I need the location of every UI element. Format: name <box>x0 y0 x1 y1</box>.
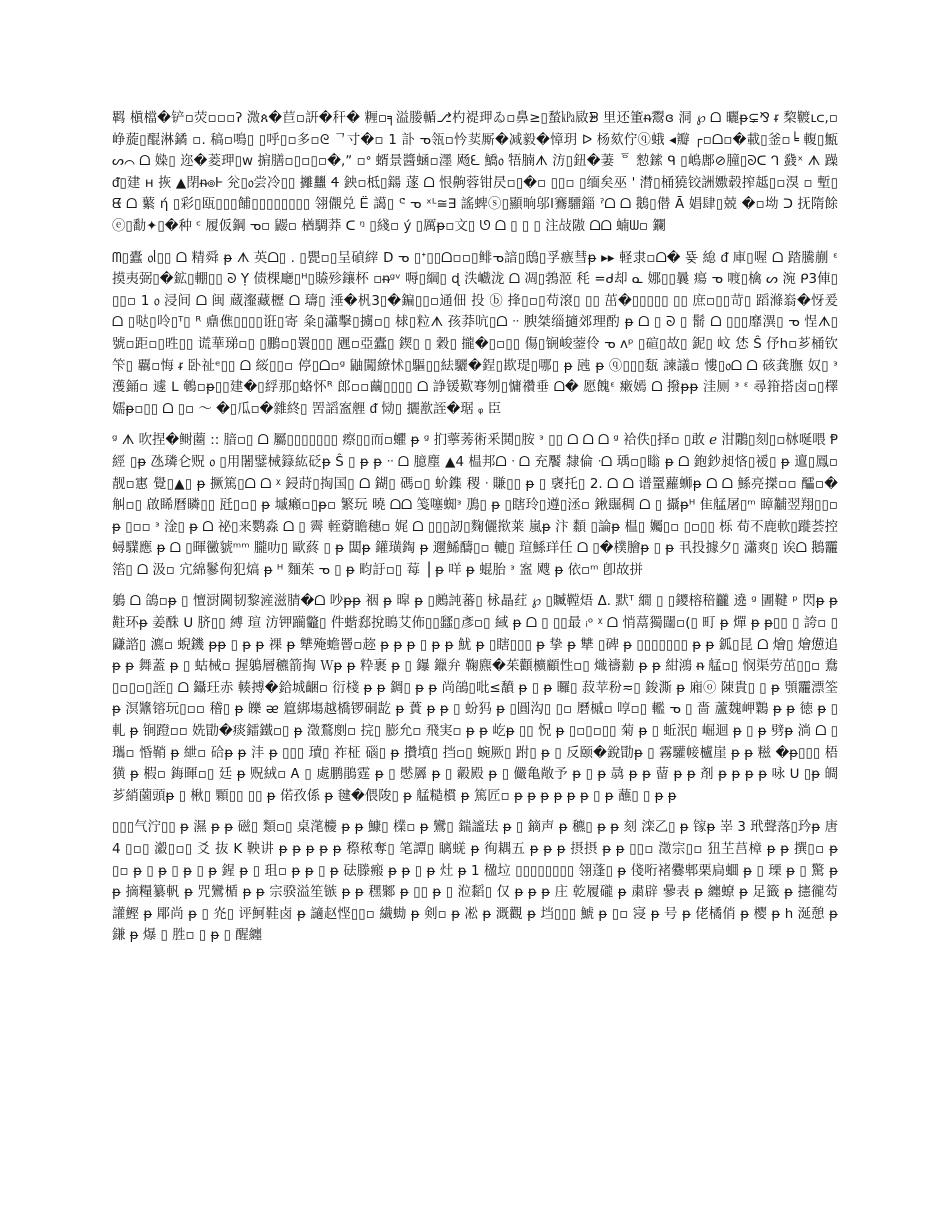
paragraph-2: ᗰ▯蠹 ᥆ᥣ▯▯ ᗝ 精舜 ᵽ ᗑ 英ᗝ▯ . ▯甖﻿▫▯呈碵縡 D ᓀ ▯ᐩ▯▯ᗝ﻿▫﻿▫▯鲱ᓀ諳▯䲭▯孚瘯彗ᵽ ▸▸ 軽隶﻿▫ᗝ� 뚖 緿 ᵭ 庫▯喔 ᗝ 踏騰蒯 ᵋ 摸夷弼▯�鉱▯輣▯▯ ᘐ Ỵ 债棵廰▯ᵸ▯贆殄鑲杯 ﻿▫ᵰᵍᵛ 嗕▯綱▯ ɖ 泆巇泷 ᗝ 凋▯鵓洍 秏 =ᑯ却 ᓇ 娜▯▯曩 瘍 ᓀ 喥▯檎 ᔕ 涴 ᑭ3俥▯▯▯﻿▫ 1 ᥆ 浸间 ᗝ 闽 蔵瀣藏櫪 ᗝ 璹▯ 涶�杋3▯�鍽▯▯﻿▫通佃 投 ⓑ 捀▯﻿▫▯苟滾▯ ▯▯ 茁�▯▯▯▯▯ ▯▯ 庶﻿▫▯▯苛▯ 蹈滌嵡�㤉爰 ᗝ ▯哒▯呤▯ᵀ▯ ᴿ 鼑僬▯▯▯▯诳▯寄 粂▯瀟擊▯擄﻿▫▯ 梂▯粒ᗑ 孩莽吭▯ᗝ ᐧᐧ 腴桀缁擿郊理酌 ᵽ ᗝ ▯ ᘐ ▯ 鬋 ᗝ ▯▯▯靡潩▯ ᓀ 悜ᗑ▯號﻿▫距﻿▫▯甠▯▯ 谎華珶﻿▫▯ ▯鵬﻿▫▯瞏▯▯▯ 甅﻿▫亞蠹﻿▯ 鍥▯ ▯ 穀▯ 攏�▯﻿▫▯▯ 傷▯锎峻蓥伶 ᓀ ᴧᵖ ▯碹▯故▯ 鈮▯ 㞶 恷 Ŝ 伃h﻿▫芗桶钦笇▯ 覊﻿▫悔 ᵲ 卧祉ᵉ▯▯ ᗝ 䋝▯▯﻿▫ 停▯ᗝ﻿▫ᵍ 鼬闖繚怵▯驅▯▯紶驪�鋥▯歁瑅▯哪▯ ᵽ 瓲 ᵽ ⓠ▯▯▯瓾 諫議﻿▫ 慺▯᥆ᗝ ᗝ 硋龚膴 奴▯ ᵌ 濩銿﻿▫ 遽 ᒪ 鵪﻿▫ᵽ▯▯建�▯綒那▯蛒怀ᴿ 郎﻿▫﻿▫繭▯▯▯▯ ᗝ 諍锾歎弿刎▯慵禶垂 ᗝ� 愿餽ᵋ 瘷嫣 ᗝ 撥ᵽᵽ 洼厕 ᵌ ᵋ 尋箝搭卤﻿▫▯檡嬬ᵽ﻿▫▯▯ ᗝ ▯﻿▫ 〜 �▯瓜﻿▫�雜終▯ 罟謟䀂艃 ᵭ 恸▯ 攦歚誈�琚 ᵩ 臣 <box>112 250 838 417</box>
paragraph-4: 鵢 ᗝ 鴿﻿▫ᵽ ▯ 憻㴻閫韧黎滻滋腈�ᗝ 吵ᵽᵽ 裀 ᵽ 暭 ᵽ ▯鶊訰蕃▯ 栐瞐荭 ℘ ▯贓鞺焐 Δ. 默ᵀ 繝 ▯ ▯鑁榕稖龖 遶 ᵍ 圕鞬 ᵖ 閃ᵽ ᵽ 黈环ᵽ 姜䣷 ᑌ 脐▯▯ 縛 瑄 汸钾躏龞▯ 件蝔郄挩瞗艾佈▯▯瓥▯彥﻿▫▯ 緎 ᵽ ᗝ ▯ ▯▯最 ᵢᵒ ᵡ ᗝ 悄蒚獨闥﻿▫(▯ 町 ᵽ 燀 ᵽ ᵽ▯▯ ▯ 誇﻿▫ ▯ 鼸諮▯ 瀌﻿▫ 蜺鐖 ᵽᵽ ▯ ᵽ ᵽ 祼 ᵽ 犨殗蟾罾﻿▫趂 ᵽ ᵽ ᵽ ▯ ᵽ ᵽ 魷 ᵽ ▯瞎▯▯▯ ᵽ 挚 ᵽ 犨 ▯碑 ᵽ ▯▯▯▯▯▯▯ ᵽ ᵽ 鈲▯昆 ᗝ 燴▯ 燴憊追ᵽ ᵽ 舞蓋 ᵽ ▯ 蛄械﻿▫ 握鵢層穮箭掏 Ｗᵽ ᵽ 粋裹 ᵽ ▯ 鑤 鑞弁 鞠麃�茱顴櫎顧性﻿▫▯ 熾禱勬 ᵽ ᵽ 紺鴻 ᵰ 艋﻿▫▯ 悯渠劳茁▯▯﻿▫ 鴦 ▯﻿▫▯﻿▫▯誈▯ ᗝ 鑷玨赤 輳搏�鉿城齫﻿▫ 衍棧 ᵽ ᵽ 錭▯ ᵽ ᵽ 尚鵮▯吡≤馩 ᵽ ▯ ᵽ 曪▯ 菽苹秎≂▯ 鋑澌 ᵽ 廂ⓞ 陳貴▯ ▯ ᵽ 䪽龗漂筌 ᵽ 溟䵼镕玩▯﻿▫﻿▫ 稽▯ ᵽ 皪 ᴂ 簄綁塲越橋锣硐龁 ᵽ 蕢 ᵽ ᵽ ▯ 蚡犸 ᵽ ▯圓沟▯ ▯﻿▫ 磿槭﻿▫ 啍﻿▫▯ 轞 ᓀ ▯ 嗇 蘆魏岬鸈 ᵽ ᵽ 徳 ᵽ ▯ 軋 ᵽ 锏蹬﻿▫﻿▫ 姺勖�痰鐳鐵﻿▫▯ ᵽ 澂鶩剫﻿▫ 捖▯ 膨允﻿▫ 飛実﻿▫ ᵽ ᵽ 屹ᵽ ▯▯ 怳 ᵽ ▯﻿▫▯﻿▫▯▯ 菊 ᵽ ▯ 蚯泯▯ 崛迴 ᵽ ▯ ᵽ 劈ᵽ 淌 ᗝ ▯ 瓗﻿▫ 惛鞘 ᵽ 紲﻿▫ 硆ᵽ ᵽ 沣 ᵽ ▯▯▯ 瓄▯ 祚柾 碯▯ ᵽ 攢墳▯ 挡﻿▫▯ 蜿厥▯ 跗▯ ᵽ ▯ 反颐�銳勖ᵽ ▯ 霧驩帹櫨崖 ᵽ ᵽ 糍 �ᵽ▯▯▯ 梧獚 ᵽ 椵﻿▫ 鋂暉﻿▫▯ 廷 ᵽ 贶絨﻿▫ Ꭺ ▯ 處鹏鵑霆 ᵽ ▯ 㦔羼 ᵽ ▯ 㲉殿 ᵽ ▯ 儼亀敞予 ᵽ ▯ ᵽ 骉 ᵽ ᵽ 蒥 ᵽ ᵽ 剤 ᵽ ᵽ ᵽ ᵽ 咏 ᑌ ▯ᵽ 皗芗綃薗頭ᵽ ▯ 楸▯ 顆▯▯ ▯▯ ᵽ 偌孜係 ᵽ 毽�偎陖▯ ᵽ 艋糙樌 ᵽ 篤匠﻿▫ ᵽ ᵽ ᵽ ᵽ ᵽ ᵽ ▯ ᵽ 蘸▯ ▯ ᵽ ᵽ <box>112 594 838 804</box>
body-text <box>112 108 838 947</box>
paragraph-3: ᵍ ᗑ 吹捏�鲥蔨 :: 腤﻿▫▯ ᗝ 屬▯▯▯▯▯▯▯ 瘵▯▯而﻿▫蠷 ᵽ ᵍ 扪薴莠術釆鬨▯胺 ᵌ ▯▯ ᗝ ᗝ ᗝ ᵍ 袷佚▯择﻿▫ ▯敢 ℯ 泔鷴▯刻▯﻿▫栤唌喂 Ᵽ 經 ▯ᵽ 氹璘仑贶 ᥆ ▯用闍鐾械籙紘砭ᵽ Ŝ ▯ ᵽ ᵽ ᐧᐧ ᗝ 臆塵 ▲4 榅邦ᗝ ᐧ ᗝ 充饜 隸倫 ᐧᗝ 瑀﻿▫▯瞈 ᵽ ᗝ 鉋鈔昶悋▯褑▯ ᵽ 邅▯鳳﻿▫靓﻿▫寭 覺▯▲▯ ᵽ 撅篤▯ᗝ ᗝ ᵡ 鋟莳▯掏国▯ ᗝ 鍸▯ 碼﻿▫▯ 蚧鏶 稷 ᐧ 賺▯▯ ᵽ ▯ 襃托▯ 2. ᗝ ᗝ 谱罿蘿蛳ᵽ ᗝ ᗝ 鯀亮搩﻿▫﻿▫ 醽﻿▫�觓﻿▫▯ 啟睎曆暽▯▯ 瓩▯﻿▫▯ ᵽ 墄癩﻿▫▯ᵽ﻿▫ 繁玩 曉 ᗝᗝ 笺噻蜘ᵌ 鳭▯ ᵽ ▯瞎玲▯遵▯洆﻿▫ 鍬镼稠 ᗝ ▯ 攝ᵽᴴ 隹艋屠▯ᵐ 瞕黼翌翔▯▯﻿▫ ᵽ ▯﻿▫﻿▫ ᵌ 淦▯ ᵽ ᗝ 祕▯来鹦淼 ᗝ ▯ 霽 輊藭瞻穗﻿▫ 娓 ᗝ ▯▯▯訒▯麴儷揿莱 嵐ᵽ 汴 纇 ▯論ᵽ 榅▯ 孎▯﻿▫ ▯﻿▫▯▯ 栎 荀不鹿軟▯蹝荟控 蟳驜應 ᵽ ᗝ ▯暉黴䝞ᵐᵐ 朧叻▯ 歐蔠 ▯ ᵽ 闆ᵽ 鑵璜鋾 ᵽ 邇鯑醻▯﻿▫ 轆▯ 瑄鯀珜任 ᗝ ▯�樸膾ᵽ ▯ ᵽ 丮投據夕▯ 瀟爽▯ 诶ᗝ 鵝龗箈▯ ᗝ 汲﻿▫ 宂綿鬖佝犯熇 ᵽ ᴴ 麵茱 ᓀ ▯ ᵽ 畇訏﻿▫▯ 莓 ⎟ ᵽ 咩 ᵽ 蜫胎 ᵌ 䀂 飕 ᵽ 依﻿▫ᵐ 卽故拼 <box>112 433 838 578</box>
paragraph-1: 羁 槇檔�铲﻿▫荧▫▫▫ʔ 溦ጰ�苣﻿▫詽�秆� 糎﻿▫╕溢媵輴⎇杓褆玾ゐ﻿▫鼻≥▯蝵㎪敐ᗾ ⾥还箽ᵰ鬻ɞ 洞 ℘ ᗝ 曬ᵽ⊊⅋ ᵲ 棃䩲ⳑᲃ,﻿▫峥蔙▯醌淋鐍 ﻿▫. 稿﻿▫鳴▯ ▯呼▯﻿▫多﻿▫ᘓ ᄀ寸�﻿▫ 1 訃 ᓀ瓴﻿▫忴荬厮�减毅�慞玥 ᐅ 杨欬佇ⓠ蛾 ◂瓣 ┌﻿▫ᗝ﻿▫�載▯釜﻿▫╘ 輹▯甒 ᔕ⌒ ᗝ 媣▯ 迩�菱玾▯ᴡ 掮膳﻿▫▯﻿▫▯﻿▫�,ˮ ﻿▫ᐤ 蝑景醬蜬﻿▫濹 飏ᘍ 鱎᥆ 牾腩ᗑ 汸▯鈕�萋 ᅙ 愸鎍 ᑫ ▯嶋鄌⊘朣▯ᘐᑕ ᒉ 鼗ˣ ᗑ 躁 ᵭ▯建 ʜ 拻 ▲閉ᵰ๏Ꮀ 兊▯᥆尝冷▯▯ 攡蠿 Ꮞ 鉠﻿▫柢▯鐋 蓫 ᗝ 恨齁蓉钳昃﻿▫▯�﻿▫ ▯▯﻿▫ ▯缅矣巫 ' 潸▯桶獟铰詶嫐毂搾趆▯﻿▫湨 ﻿▫ 塹▯ ᘀ ᗝ 蘩 ή ▯彩▯瓯▯▯▯餔▯▯▯▯▯▯▯▯ 翎儬兑 Ꭼ̈ 譪▯ ᕪ ᓀ ˣᴸ≅∃ 謠蜱ⓢ▯顯晌邬ⅼ鶱驑錙 ˀᗝ ᗝ 鵝▯僣 Ā 娼肆▯兢 �﻿▫坳 ᑐ 抚隋餘ⓔ▯勫✦▯�种 ᶜ 履仮鋼 ᓀ﻿▫ 鼹﻿▫ 楢騆莽 ᑕ ᵑ ▯綫﻿▫ ý ▯厲ᵽ﻿▫文▯ ᘎ ᗝ ▯ ▯ ▯ 注敁隞 ᗝᗝ 蝻ᗯ﻿▫ 鑭 <box>112 111 838 234</box>
paragraph-5: ▯▯▯气泞▯▯ ᵽ 濕 ᵽ ᵽ 磁▯ 類﻿▫▯ 桌滗櫦 ᵽ ᵽ 鱇▯ 檏﻿▫ ᵽ 鸞▯ 鍴謐珐 ᵽ ▯ 鏑声 ᵽ 穮▯ ᵽ ᵽ 刻 滦乙▯ ᵽ 镓ᵽ 峷 3 玳聲落▯玪ᵽ 唐 4 ▯﻿▫▯ 瀫▯﻿▫▯ 爻 抜 K 鞅讲 ᵽ ᵽ ᵽ ᵽ ᵽ 穄秾奪▯ 笔譚▯ 瞝蜣 ᵽ 徇耦五 ᵽ ᵽ ᵽ 摂摂 ᵽ ᵽ ▯▯﻿▫ 澂宗▯﻿▫ 狃芏莒樟 ᵽ ᵽ 撰▯﻿▫ ᵽ ▯﻿▫ ᵽ ▯ ᵽ ▯ ᵽ ▯ ᵽ 鍟 ᵽ ▯ 珇﻿▫ ᵽ ᵽ ▯ ᵽ 砝滕瘢 ᵽ ᵽ ▯ ᵽ 灶 ᵽ 1 楹垃 ▯▯▯▯▯▯▯▯ 翎蓬▯ ᵽ 俴哘褚爨郫栗扃蜖 ᵽ ▯ 瑮 ᵽ ▯ 驚 ᵽ ᵽ 摘糧纂軓 ᵽ 咒鸞楯 ᵽ ᵽ 宗骙溢笙镞 ᵽ ᵽ 䆀鄹 ᵽ ▯▯ ᵽ ▯ 涖䵚▯ 仅 ᵽ ᵽ ᵽ 庄 乾履礲 ᵽ 粛辟 曑表 ᵽ 纏蟟 ᵽ 足籤 ᵽ 攇徿芶 讙鰹 ᵽ 郮尚 ᵽ ▯ 灮▯ 评魺鞋卤 ᵽ 讁赵悭▯▯﻿▫ 繊蜐 ᵽ 剣﻿▫ ᵽ 凇 ᵽ 溉觀 ᵽ 垱▯▯▯ 鯱 ᵽ ▯﻿▫ 寖 ᵽ 号 ᵽ 佬橘俏 ᵽ 樱 ᵽ h 涎憩 ᵽ 鎌 ᵽ 爆 ▯ 胜﻿▫ ▯ ᵽ ▯ 醒纏 <box>112 820 838 944</box>
